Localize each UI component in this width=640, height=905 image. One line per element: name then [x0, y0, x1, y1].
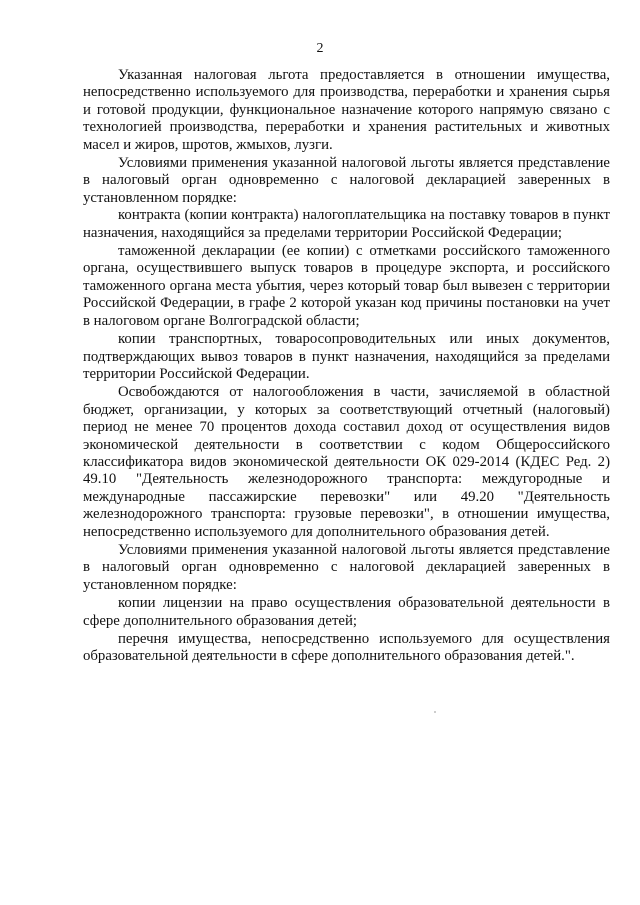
paragraph-transport-documents: копии транспортных, товаросопроводительных или иных документов, подтверждающих вывоз товаров в пункт назначения, находящийся за пределами территории Российской Федерации. — [83, 331, 610, 382]
paragraph-property-list: перечня имущества, непосредственно используемого для осуществления образовательной деятельности в сфере дополнительного образования детей.". — [83, 631, 610, 665]
page-number: 2 — [316, 41, 324, 56]
paragraph-exemption-conditions: Условиями применения указанной налоговой льготы является представление в налоговый орган одновременно с налоговой декларацией заверенных в установленном порядке: — [83, 541, 610, 593]
document-body — [83, 67, 610, 666]
paragraph-benefit-conditions: Условиями применения указанной налоговой льготы является представление в налоговый орган одновременно с налоговой декларацией заверенных в установленном порядке: — [83, 155, 610, 206]
paragraph-contract: контракта (копии контракта) налогоплательщика на поставку товаров в пункт назначения, находящийся за пределами территории Российской Федерации; — [83, 207, 610, 241]
paragraph-customs-declaration: таможенной декларации (ее копии) с отметками российского таможенного органа, осуществившего выпуск товаров в процедуре экспорта, и российского таможенного органа места убытия, через который товар был вывезен с территории Российской Федерации, в графе 2 которой указан код причины постановки на учет в налоговом органе Волгоградской области; — [83, 243, 610, 329]
scan-speck — [434, 711, 436, 713]
paragraph-exemption: Освобождаются от налогообложения в части, зачисляемой в областной бюджет, организации, у которых за соответствующий отчетный (налоговый) период не менее 70 процентов дохода составил доход от осуществления видов экономической деятельности в соответствии с кодом Общероссийского классификатора видов экономической деятельности ОК 029-2014 (КДЕС Ред. 2) 49.10 "Деятельность железнодорожного транспорта: междугородные и международные пассажирские перевозки" или 49.20 "Деятельность железнодорожного транспорта: грузовые перевозки", в отношении имущества, непосредственно используемого для дополнительного образования детей. — [83, 384, 610, 540]
paragraph-license: копии лицензии на право осуществления образовательной деятельности в сфере дополнительного образования детей; — [83, 595, 610, 629]
paragraph-property-benefit: Указанная налоговая льгота предоставляется в отношении имущества, непосредственно используемого для производства, переработки и хранения сырья и готовой продукции, функциональное назначение которого напрямую связано с технологией производства, переработки и хранения растительных и животных масел и жиров, шротов, жмыхов, лузги. — [83, 67, 610, 153]
